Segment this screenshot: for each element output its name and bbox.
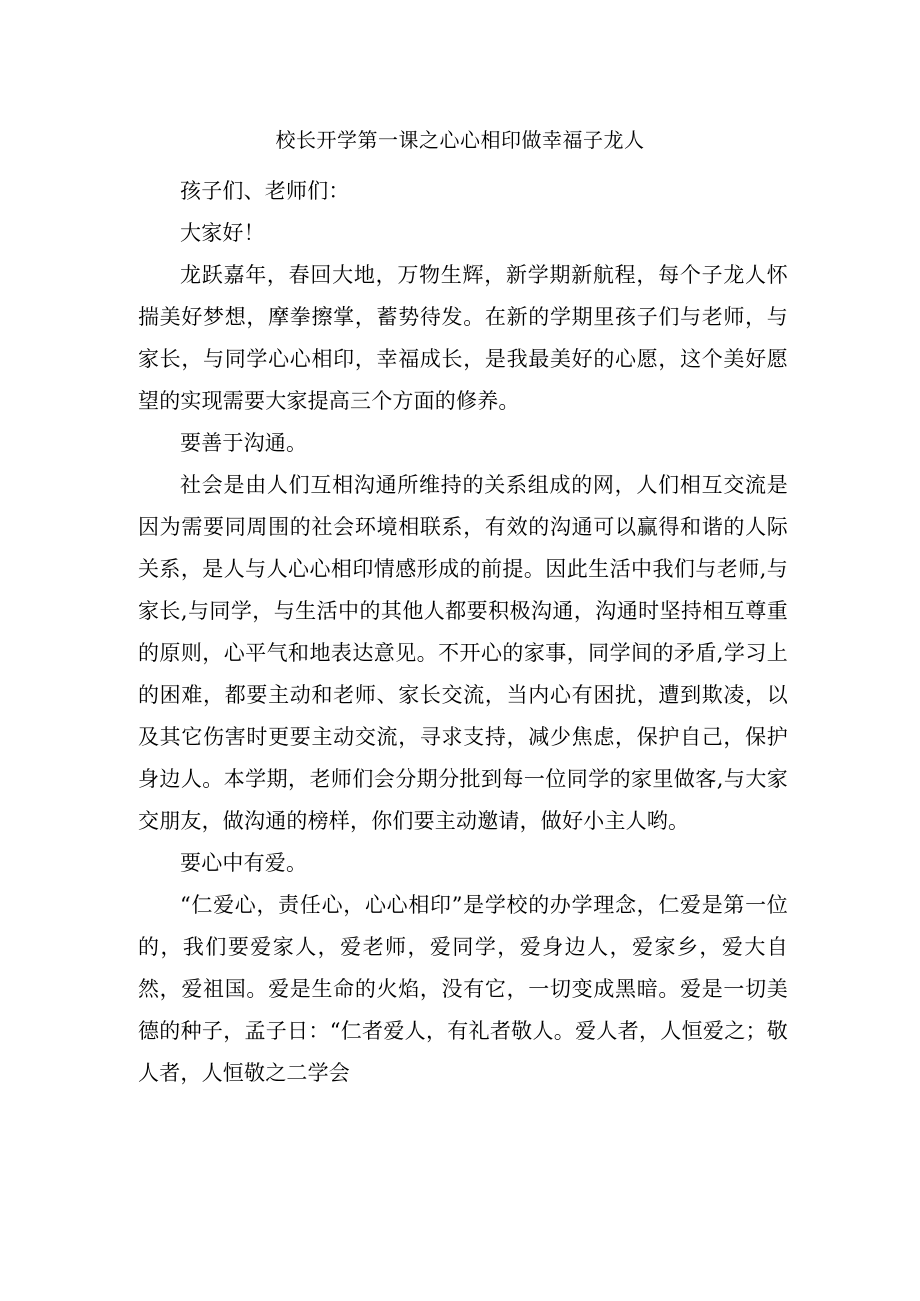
- paragraph-heading-love: 要心中有爱。: [180, 851, 308, 875]
- paragraph-love: “仁爱心，责任心，心心相印”是学校的办学理念，仁爱是第一位的，我们要爱家人，爱老师，爱同学，爱身边人，爱家乡，爱大自然，爱祖国。爱是生命的火焰，没有它，一切变成黑暗。爱是一切美德的种子，孟子日：“仁者爱人，有礼者敬人。爱人者，人恒爱之；敬人者，人恒敬之二学会: [138, 893, 788, 1085]
- paragraph-communication: 社会是由人们互相沟通所维持的关系组成的网，人们相互交流是因为需要同周围的社会环境相联系，有效的沟通可以赢得和谐的人际关系，是人与人心心相印情感形成的前提。因此生活中我们与老师,与家长,与同学，与生活中的其他人都要积极沟通，沟通时坚持相互尊重的原则，心平气和地表达意见。不开心的家事，同学间的矛盾,学习上的困难，都要主动和老师、家长交流，当内心有困扰，遭到欺凌，以及其它伤害时更要主动交流，寻求支持，减少焦虑，保护自己，保护身边人。本学期，老师们会分期分批到每一位同学的家里做客,与大家交朋友，做沟通的榜样，你们要主动邀请，做好小主人哟。: [138, 473, 788, 833]
- paragraph-heading-communication: 要善于沟通。: [180, 431, 308, 455]
- paragraph-hello: 大家好！: [180, 221, 265, 245]
- paragraph-greeting: 孩子们、老师们：: [180, 179, 350, 203]
- document-body: [138, 170, 788, 1094]
- document-title: 校长开学第一课之心心相印做幸福子龙人: [275, 128, 645, 152]
- paragraph-intro: 龙跃嘉年，春回大地，万物生辉，新学期新航程，每个子龙人怀揣美好梦想，摩拳擦掌，蓄势待发。在新的学期里孩子们与老师，与家长，与同学心心相印，幸福成长，是我最美好的心愿，这个美好愿望的实现需要大家提高三个方面的修养。: [138, 263, 788, 413]
